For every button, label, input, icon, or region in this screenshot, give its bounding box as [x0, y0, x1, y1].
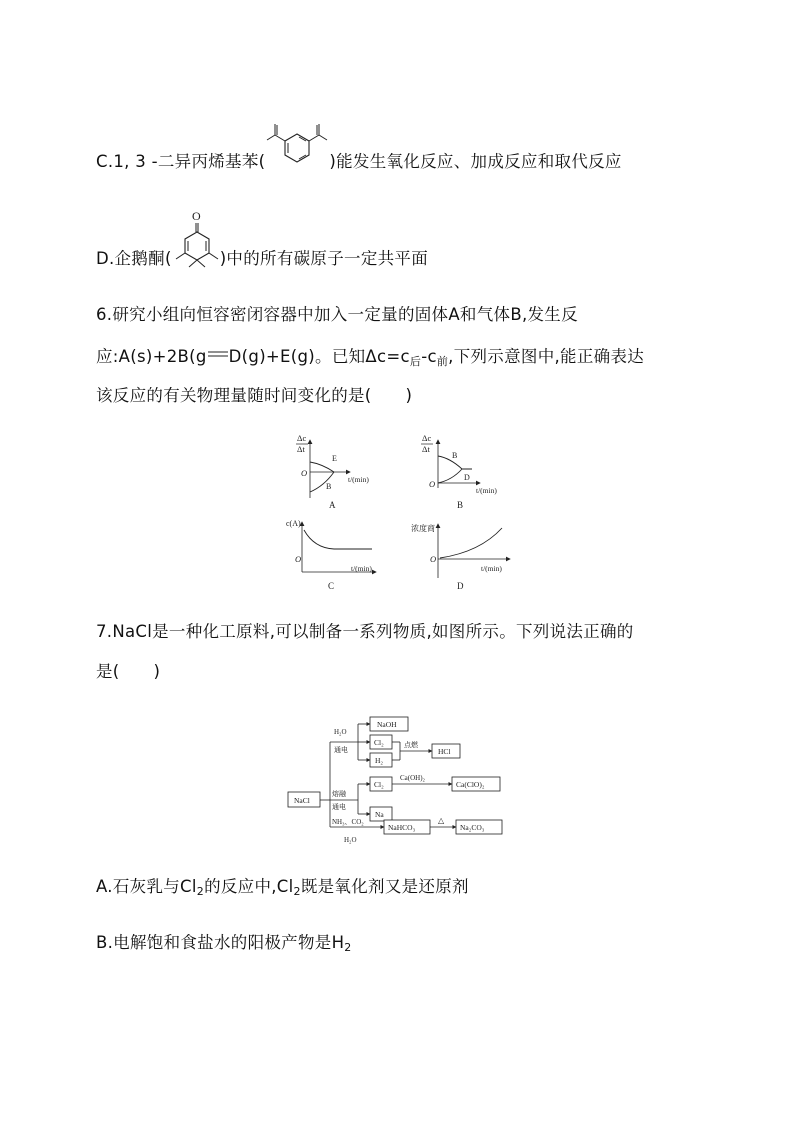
cl2-product-a: Cl₂: [374, 738, 384, 747]
svg-text:D: D: [464, 473, 470, 482]
svg-text:C: C: [328, 581, 335, 591]
heat-symbol: △: [438, 816, 445, 825]
q6-close-paren: ): [405, 386, 413, 405]
svg-text:NH₃、CO₂: NH₃、CO₂: [332, 818, 364, 826]
carbonyl-oxygen-label: O: [191, 208, 201, 223]
svg-text:O: O: [301, 468, 308, 478]
svg-text:通电: 通电: [334, 746, 348, 754]
diisopropenylbenzene-structure: [265, 122, 329, 168]
svg-text:Δt: Δt: [422, 444, 430, 454]
svg-text:B: B: [326, 482, 332, 491]
option-d-prefix: D.企鹅酮(: [96, 249, 172, 268]
nahco3-product: NaHCO₃: [388, 823, 416, 832]
svg-text:H₂O: H₂O: [334, 728, 347, 736]
na-product: Na: [375, 810, 384, 819]
svg-text:t/(min): t/(min): [351, 564, 372, 573]
q6-equation-left: 应:A(s)+2B(g: [96, 347, 207, 366]
svg-text:浓度商: 浓度商: [411, 524, 435, 533]
option-c-suffix: )能发生氧化反应、加成反应和取代反应: [329, 152, 622, 171]
hcl-product: HCl: [438, 747, 451, 756]
option-b-sub: 2: [344, 941, 352, 954]
q6-line1: 6.研究小组向恒容密闭容器中加入一定量的固体A和气体B,发生反: [96, 305, 578, 324]
option-a-sub1: 2: [196, 885, 205, 898]
graph-a: [296, 433, 369, 510]
option-c-prefix: C.1, 3 -二异丙烯基苯(: [96, 152, 266, 171]
q6-stem: 该反应的有关物理量随时间变化的是(: [96, 386, 372, 405]
svg-text:点燃: 点燃: [404, 741, 418, 749]
sub-before: 前: [436, 355, 449, 368]
svg-text:H₂O: H₂O: [344, 836, 357, 844]
q7-stem: 是(: [96, 662, 120, 681]
graph-b: [421, 433, 497, 510]
option-a-part3: 既是氧化剂又是还原剂: [300, 877, 469, 896]
caclo2-product: Ca(ClO)₂: [456, 780, 485, 789]
option-a-part1: A.石灰乳与Cl: [96, 877, 197, 896]
svg-text:O: O: [295, 554, 302, 564]
svg-text:Ca(OH)₂: Ca(OH)₂: [400, 774, 425, 782]
svg-text:A: A: [329, 500, 336, 510]
nacl-source: NaCl: [294, 796, 310, 805]
svg-text:E: E: [332, 454, 337, 463]
svg-text:D: D: [457, 581, 464, 591]
svg-text:t/(min): t/(min): [476, 486, 497, 495]
svg-text:O: O: [430, 554, 437, 564]
option-b-text: B.电解饱和食盐水的阳极产物是H: [96, 933, 345, 952]
na2co3-product: Na₂CO₃: [460, 823, 485, 832]
q6-line2: [96, 346, 644, 373]
q7-close-paren: ): [153, 662, 161, 681]
svg-text:Δc: Δc: [297, 433, 307, 443]
naoh-product: NaOH: [377, 720, 397, 729]
svg-text:B: B: [452, 451, 458, 460]
q7-option-a: [96, 876, 469, 903]
svg-text:Δt: Δt: [297, 444, 305, 454]
option-a-sub2: 2: [293, 885, 301, 898]
svg-text:c(A): c(A): [286, 519, 301, 528]
svg-text:t/(min): t/(min): [348, 475, 369, 484]
q7-line1: 7.NaCl是一种化工原料,可以制备一系列物质,如图所示。下列说法正确的: [96, 622, 634, 641]
svg-text:t/(min): t/(min): [481, 564, 502, 573]
svg-text:通电: 通电: [332, 803, 346, 811]
q7-option-b: [96, 932, 352, 959]
penguinone-structure: [172, 208, 220, 268]
svg-text:O: O: [429, 479, 436, 489]
q6-minus: -c: [421, 347, 437, 366]
option-a-part2: 的反应中,Cl: [204, 877, 294, 896]
q6-line2-end: ,下列示意图中,能正确表达: [448, 347, 645, 366]
option-c: [96, 151, 622, 173]
graph-c: [286, 519, 376, 591]
equilibrium-arrow-icon: [207, 343, 229, 365]
svg-text:B: B: [457, 500, 464, 510]
q6-line3: [96, 385, 412, 407]
q7-line2: [96, 661, 160, 683]
option-d: [96, 208, 429, 270]
svg-text:熔融: 熔融: [332, 790, 346, 798]
graph-d: [411, 523, 510, 591]
nacl-flow-diagram: [284, 712, 514, 848]
cl2-product-b: Cl₂: [374, 780, 384, 789]
option-d-suffix: )中的所有碳原子一定共平面: [219, 249, 429, 268]
h2-product: H₂: [375, 756, 384, 765]
q6-graphs: [280, 428, 520, 598]
sub-after: 后: [409, 355, 422, 368]
svg-text:Δc: Δc: [422, 433, 432, 443]
q6-equation-right: D(g)+E(g)。已知Δc=c: [228, 347, 410, 366]
